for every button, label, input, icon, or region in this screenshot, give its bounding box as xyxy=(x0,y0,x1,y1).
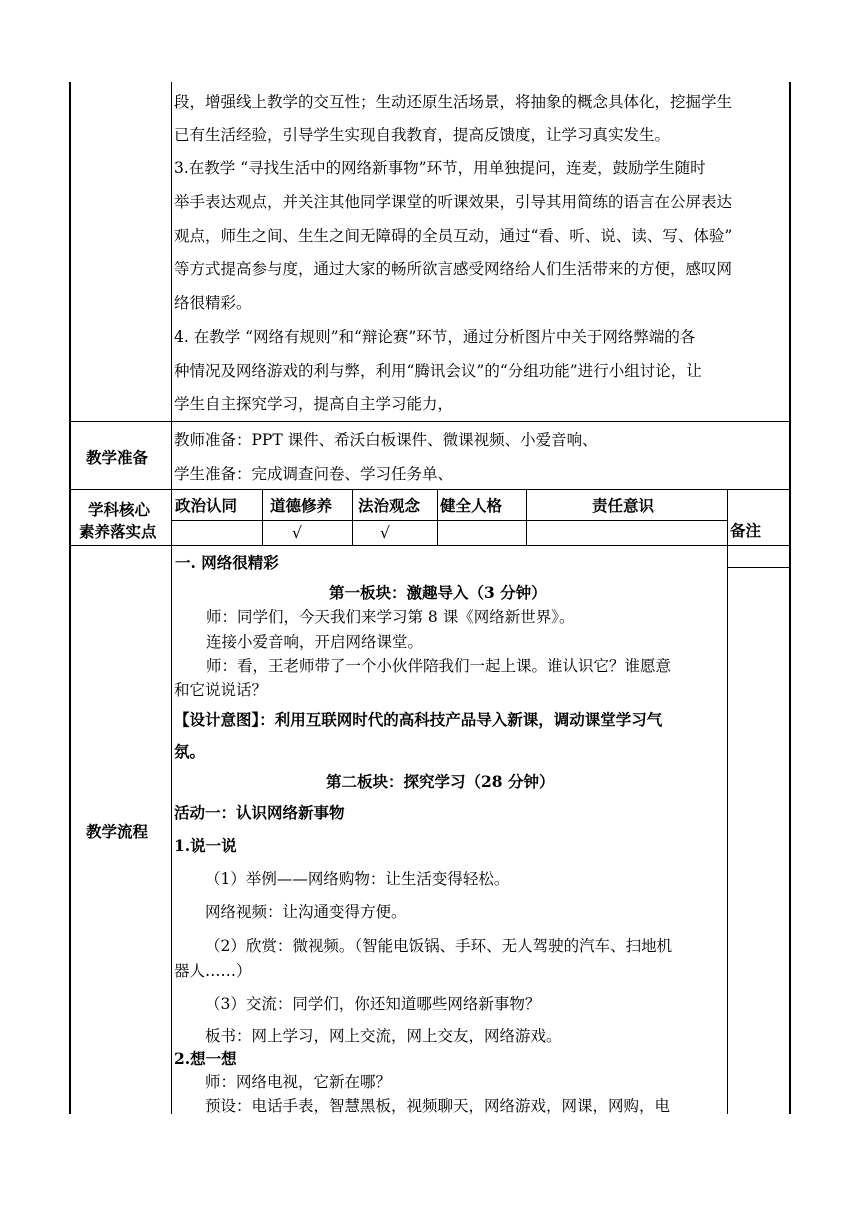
block1-line: 师：同学们，今天我们来学习第 8 课《网络新世界》。 xyxy=(206,608,575,626)
say-line: （1）举例——网络购物：让生活变得轻松。 xyxy=(205,870,510,888)
remark-label: 备注 xyxy=(730,521,762,540)
think-title: 2.想一想 xyxy=(174,1049,237,1068)
literacy-col-divider-1 xyxy=(262,490,263,545)
literacy-header-political: 政治认同 xyxy=(175,496,238,515)
reflection-line: 种情况及网络游戏的利与弊，利用“腾讯会议”的“分组功能”进行小组讨论，让 xyxy=(174,362,702,380)
reflection-line: 3.在教学 “寻找生活中的网络新事物”环节，用单独提问，连麦，鼓励学生随时 xyxy=(174,159,706,177)
reflection-line: 等方式提高参与度，通过大家的畅所欲言感受网络给人们生活带来的方便，感叹网 xyxy=(174,260,733,278)
table-right-border xyxy=(789,82,791,1114)
say-line: 板书：网上学习，网上交流，网上交友，网络游戏。 xyxy=(205,1027,562,1045)
literacy-col-divider-3 xyxy=(437,490,438,545)
teacher-preparation: 教师准备：PPT 课件、希沃白板课件、微课视频、小爱音响、 xyxy=(174,431,598,449)
reflection-line: 段，增强线上教学的交互性；生动还原生活场景，将抽象的概念具体化，挖掘学生 xyxy=(174,93,733,111)
block1-line: 师：看，王老师带了一个小伙伴陪我们一起上课。谁认识它？谁愿意 xyxy=(206,657,672,675)
block1-line: 连接小爱音响，开启网络课堂。 xyxy=(206,633,424,651)
reflection-line: 观点，师生之间、生生之间无障碍的全员互动，通过“看、听、说、读、写、体验” xyxy=(174,227,733,245)
design-intent-cont: 氛。 xyxy=(174,742,206,761)
literacy-check-moral: √ xyxy=(292,524,302,542)
design-intent xyxy=(174,710,662,730)
literacy-check-law: √ xyxy=(380,524,390,542)
design-intent-text: ：利用互联网时代的高科技产品导入新课，调动课堂学习气 xyxy=(259,710,663,729)
remark-column-divider xyxy=(727,490,728,1114)
think-line: 预设：电话手表，智慧黑板，视频聊天，网络游戏，网课，网购，电 xyxy=(205,1097,671,1115)
process-label: 教学流程 xyxy=(86,822,149,841)
literacy-label-line2: 素养落实点 xyxy=(79,522,157,541)
think-line: 师：网络电视，它新在哪？ xyxy=(205,1073,392,1091)
reflection-line: 4. 在教学 “网络有规则”和“辩论赛”环节，通过分析图片中关于网络弊端的各 xyxy=(174,328,696,346)
label-column-divider xyxy=(171,82,172,1114)
row-divider-literacy xyxy=(69,545,791,546)
table-left-border xyxy=(69,82,71,1114)
say-line: （3）交流：同学们，你还知道哪些网络新事物？ xyxy=(205,995,541,1013)
literacy-header-personality: 健全人格 xyxy=(440,496,503,515)
design-intent-label: 【设计意图】 xyxy=(174,710,260,729)
row-divider-reflection xyxy=(69,421,791,422)
say-title: 1.说一说 xyxy=(174,836,237,855)
activity1-title: 活动一：认识网络新事物 xyxy=(174,803,345,822)
say-line: 网络视频：让沟通变得方便。 xyxy=(205,903,407,921)
literacy-header-law: 法治观念 xyxy=(358,496,421,515)
reflection-line: 学生自主探究学习，提高自主学习能力， xyxy=(174,395,454,413)
literacy-header-moral: 道德修养 xyxy=(270,496,333,515)
literacy-header-responsibility: 责任意识 xyxy=(592,496,655,515)
student-preparation: 学生准备：完成调查问卷、学习任务单、 xyxy=(174,465,454,483)
remark-divider xyxy=(727,567,790,568)
reflection-line: 已有生活经验，引导学生实现自我教育，提高反馈度，让学习真实发生。 xyxy=(174,126,671,144)
literacy-col-divider-2 xyxy=(352,490,353,545)
row-divider-preparation xyxy=(69,489,791,490)
block1-title: 第一板块：激趣导入（3 分钟） xyxy=(329,583,547,602)
block2-title: 第二板块：探究学习（28 分钟） xyxy=(326,772,555,791)
literacy-label-line1: 学科核心 xyxy=(88,500,151,519)
say-line: （2）欣赏：微视频。（智能电饭锅、手环、无人驾驶的汽车、扫地机 xyxy=(205,937,673,955)
reflection-line: 举手表达观点，并关注其他同学课堂的听课效果，引导其用简练的语言在公屏表达 xyxy=(174,193,733,211)
block1-line: 和它说说话？ xyxy=(174,681,268,699)
reflection-line: 络很精彩。 xyxy=(174,294,252,312)
literacy-col-divider-4 xyxy=(526,490,527,545)
preparation-label: 教学准备 xyxy=(86,448,149,467)
say-line: 器人……） xyxy=(174,962,252,980)
row-divider-literacy-header xyxy=(171,520,727,521)
section-title: 一. 网络很精彩 xyxy=(175,553,279,572)
